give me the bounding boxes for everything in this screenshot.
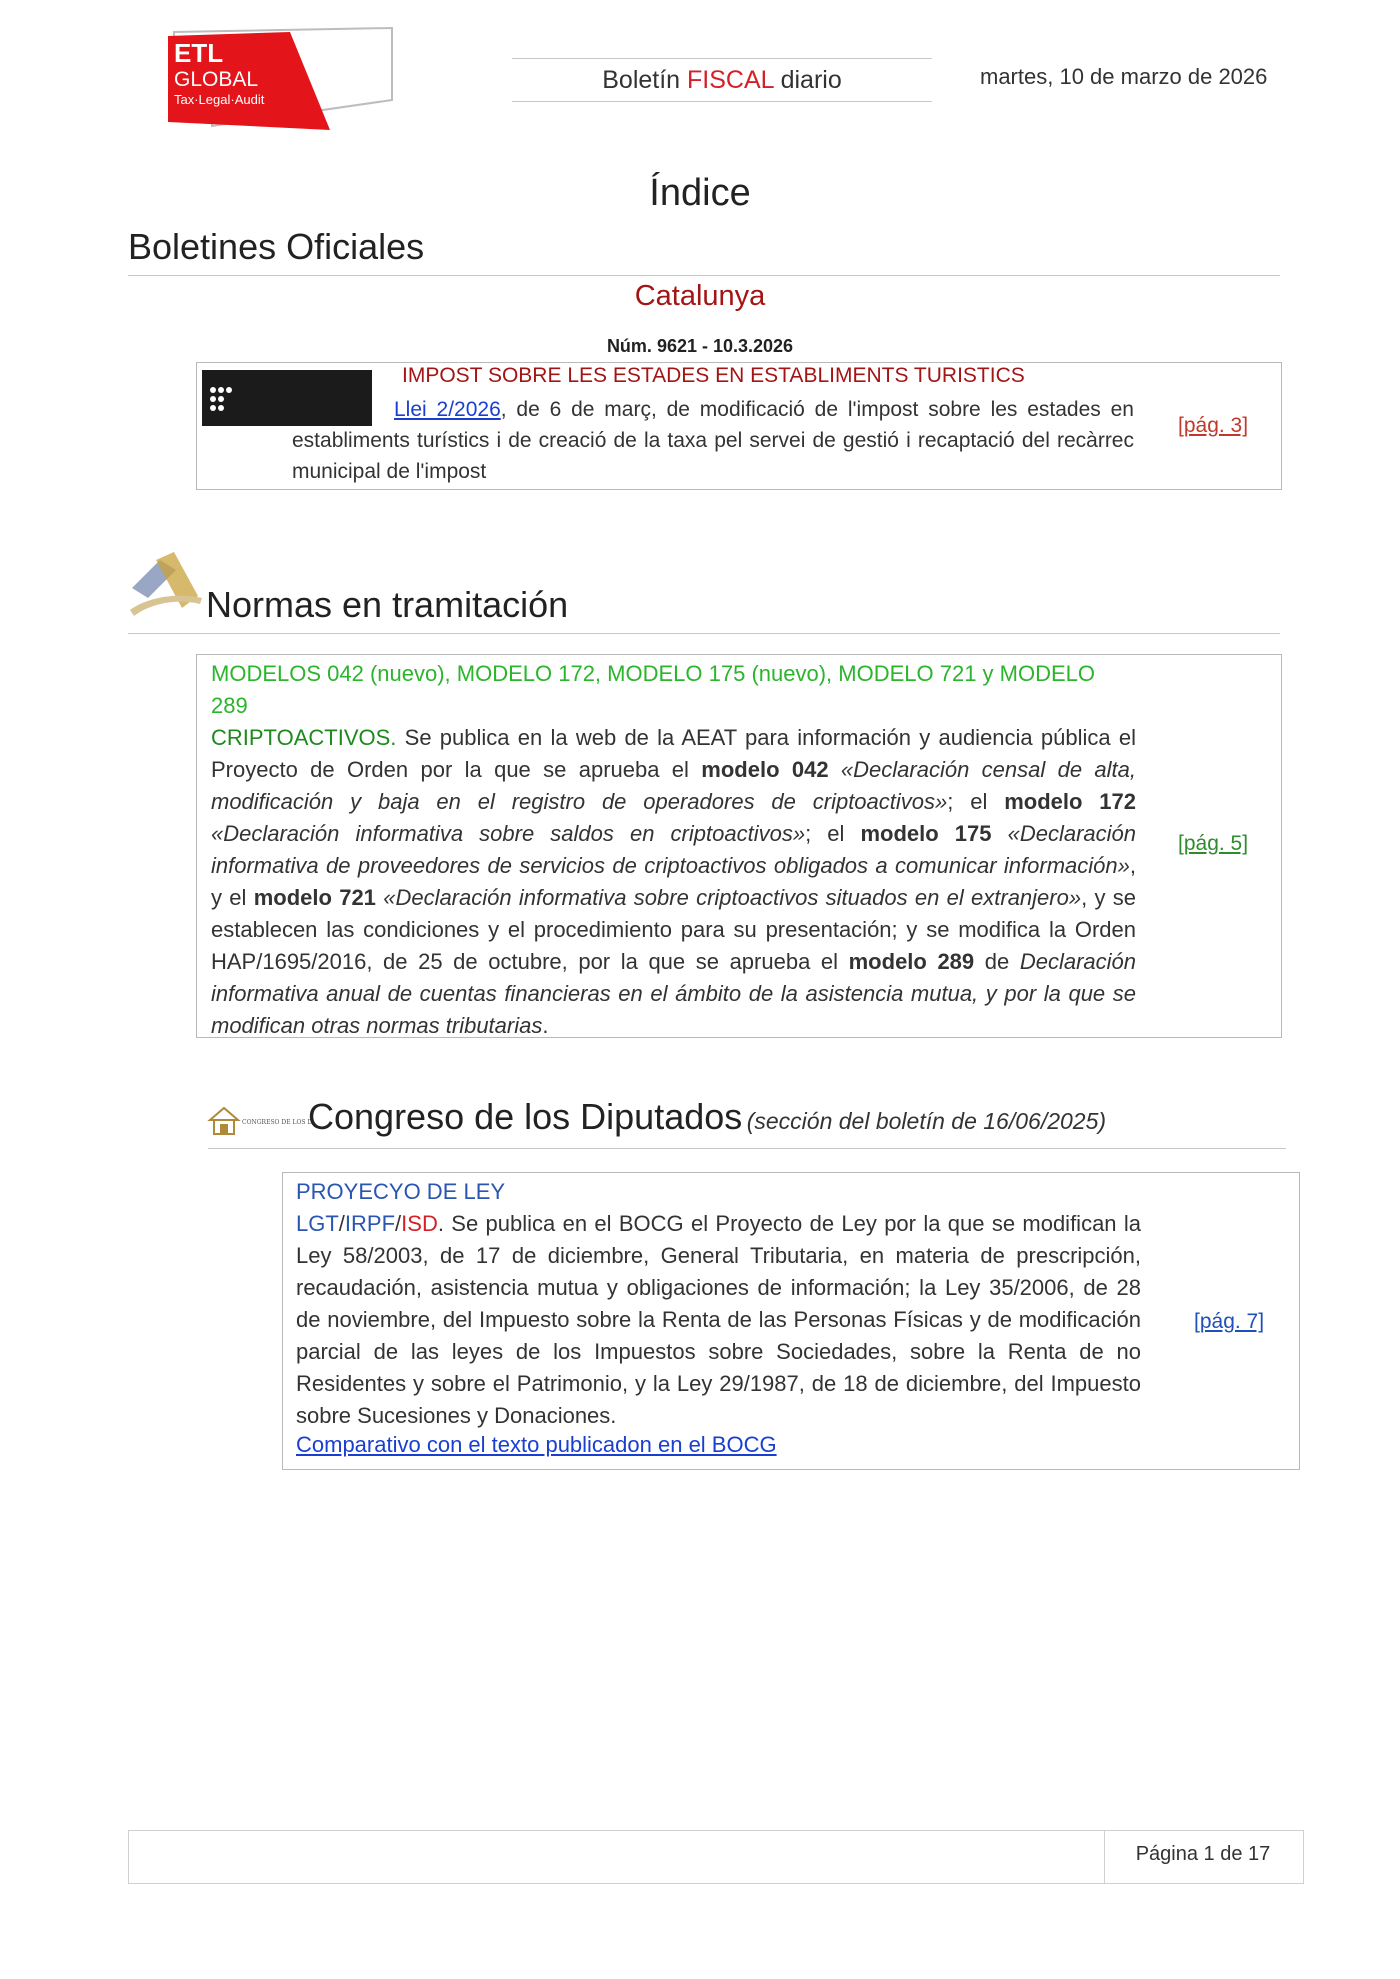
llei-link[interactable]: Llei 2/2026	[394, 398, 501, 421]
boletin-heading: IMPOST SOBRE LES ESTADES EN ESTABLIMENTS TURISTICS	[402, 364, 1025, 387]
comparativo-link[interactable]: Comparativo con el texto publicadon en el BOCG	[296, 1432, 777, 1457]
normas-heading: MODELOS 042 (nuevo), MODELO 172, MODELO 175 (nuevo), MODELO 721 y MODELO 289	[211, 661, 1095, 718]
tag-irpf: IRPF	[344, 1211, 396, 1236]
congreso-description: . Se publica en el BOCG el Proyecto de Ley por la que se modifican la Ley 58/2003, de 17 de diciembre, General Tributaria, en materia de prescripción, recaudación, asistencia mutua y obligaciones de información; la Ley 35/2006, de 28 de noviembre, del Impuesto sobre la Renta de las Personas Físicas y de modificación parcial de las leyes de los Impuestos sobre Sociedades, sobre la Renta de no Residentes y sobre el Patrimonio, y la Ley 29/1987, de 18 de diciembre, del Impuesto sobre Sucesiones y Donaciones.	[296, 1211, 1141, 1428]
gencat-logo-text: gencat	[202, 432, 343, 476]
title-suffix: diario	[773, 66, 842, 94]
page-link-5[interactable]: [pág. 5]	[1178, 832, 1249, 855]
congreso-heading: PROYECYO DE LEY	[296, 1179, 506, 1204]
congreso-icon-text: CONGRESO DE LOS D	[242, 1119, 312, 1126]
boletin-text	[292, 394, 1134, 487]
page-number: Página 1 de 17	[1135, 1843, 1271, 1865]
page-link-3[interactable]: [pág. 3]	[1178, 414, 1249, 437]
criptoactivos-tag: CRIPTOACTIVOS.	[211, 725, 397, 750]
section-divider	[128, 275, 1280, 276]
page-link-7[interactable]: [pág. 7]	[1194, 1310, 1265, 1333]
section-title-congreso-row	[308, 1096, 1106, 1138]
section-divider	[128, 633, 1280, 634]
section-title-boletines: Boletines Oficiales	[128, 226, 425, 267]
header-date: martes, 10 de marzo de 2026	[980, 64, 1268, 89]
tag-isd: ISD	[401, 1211, 438, 1236]
logo-text-tagline: Tax·Legal·Audit	[174, 92, 265, 107]
section-subtitle: (sección del boletín de 16/06/2025)	[746, 1108, 1107, 1134]
logo-text-global: GLOBAL	[174, 68, 259, 91]
title-prefix: Boletín	[602, 66, 688, 94]
section-divider	[208, 1148, 1286, 1149]
gencat-dots-icon	[208, 379, 234, 419]
congreso-text: LGT/IRPF/ISD. Se publica en el BOCG el Proyecto de Ley por la que se modifican la Ley 58/2003, de 17 de diciembre, General Tributaria, en materia de prescripción, recaudación, asistencia mutua y obligaciones de información; la Ley 35/2006, de 28 de noviembre, del Impuesto sobre la Renta de las Personas Físicas y de modificación parcial de las leyes de los Impuestos sobre Sociedades, sobre la Renta de no Residentes y sobre el Patrimonio, y la Ley 29/1987, de 18 de diciembre, del Impuesto sobre Sucesiones y Donaciones.	[296, 1211, 1141, 1428]
logo-text-etl: ETL	[174, 38, 224, 68]
etl-global-logo	[160, 26, 400, 130]
bulletin-number: Núm. 9621 - 10.3.2026	[606, 336, 794, 356]
congreso-icon	[206, 1098, 312, 1138]
boletin-description: , de 6 de març, de modificació de l'impost sobre les estades en establiments turístics i de creació de la taxa pel servei de gestió i recaptació del recàrrec municipal de l'impost	[292, 398, 1134, 483]
section-title-normas: Normas en tramitación	[206, 584, 569, 625]
title-accent: FISCAL	[687, 66, 774, 94]
aeat-icon	[126, 548, 206, 618]
tag-lgt: LGT	[296, 1211, 339, 1236]
region-title: Catalunya	[634, 280, 766, 312]
normas-text: CRIPTOACTIVOS. Se publica en la web de la AEAT para información y audiencia pública el Proyecto de Orden por la que se aprueba el modelo 042 «Declaración censal de alta, modificación y baja en el registro de operadores de criptoactivos»; el modelo 172 «Declaración informativa sobre saldos en criptoactivos»; el modelo 175 «Declaración informativa de proveedores de servicios de criptoactivos obligados a comunicar información», y el modelo 721 «Declaración informativa sobre criptoactivos situados en el extranjero», y se establecen las condiciones y el procedimiento para su presentación; y se modifica la Orden HAP/1695/2016, de 25 de octubre, por la que se aprueba el modelo 289 de Declaración informativa anual de cuentas financieras en el ámbito de la asistencia mutua, y por la que se modifican otras normas tributarias.	[211, 725, 1137, 1038]
bulletin-title	[512, 58, 932, 102]
index-title: Índice	[649, 172, 751, 214]
section-title-congreso: Congreso de los Diputados	[308, 1096, 743, 1137]
